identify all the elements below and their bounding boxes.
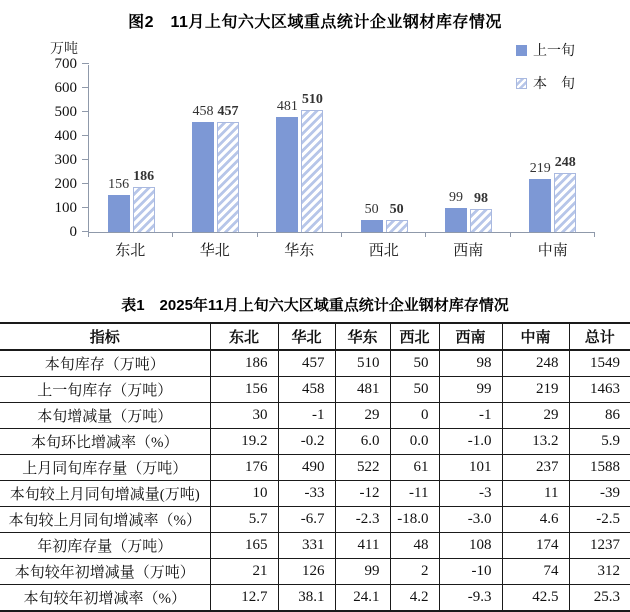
table-cell: 331 <box>278 533 335 559</box>
table-cell: -2.5 <box>569 507 630 533</box>
bar-previous-period <box>276 117 298 232</box>
table-cell: 19.2 <box>210 429 278 455</box>
table-row <box>0 585 630 612</box>
table-cell: -3.0 <box>439 507 502 533</box>
table-cell: 30 <box>210 403 278 429</box>
row-label: 上月同旬库存量（万吨） <box>0 455 210 481</box>
table-cell: 1237 <box>569 533 630 559</box>
table-cell: 490 <box>278 455 335 481</box>
table-cell: 0.0 <box>390 429 439 455</box>
y-axis-tick <box>82 207 89 208</box>
bar-group <box>258 65 342 232</box>
table-cell: 108 <box>439 533 502 559</box>
row-label: 本旬较年初增减量（万吨） <box>0 559 210 585</box>
bar-previous-period <box>108 195 130 232</box>
x-axis-category-label: 华北 <box>199 243 230 259</box>
table-row <box>0 350 630 377</box>
table-cell: -9.3 <box>439 585 502 612</box>
bar-value-label: 457 <box>217 104 239 120</box>
row-label: 年初库存量（万吨） <box>0 533 210 559</box>
bar-column <box>444 190 467 232</box>
bar-value-label: 156 <box>108 176 130 192</box>
table-cell: 25.3 <box>569 585 630 612</box>
table-cell: 1549 <box>569 350 630 377</box>
plot-area <box>54 56 595 240</box>
table-cell: 12.7 <box>210 585 278 612</box>
table-header-row <box>0 323 630 350</box>
table-cell: 50 <box>390 377 439 403</box>
table-cell: 4.6 <box>502 507 569 533</box>
bar-group <box>511 65 595 232</box>
bar-column <box>385 202 408 232</box>
row-label: 上一旬库存（万吨） <box>0 377 210 403</box>
x-axis-category-label: 中南 <box>537 243 568 259</box>
y-axis-tick-label: 300 <box>54 152 77 168</box>
table-cell: -18.0 <box>390 507 439 533</box>
table-cell: 21 <box>210 559 278 585</box>
column-header: 指标 <box>0 323 210 350</box>
bar-column <box>191 104 214 232</box>
bar-column <box>529 161 552 232</box>
row-label: 本旬较年初增减率（%） <box>0 585 210 612</box>
row-label: 本旬较上月同旬增减率（%） <box>0 507 210 533</box>
x-axis-category-label: 东北 <box>115 243 146 259</box>
table-cell: -33 <box>278 481 335 507</box>
table-cell: 29 <box>502 403 569 429</box>
table-row <box>0 533 630 559</box>
bar-column <box>276 99 299 232</box>
bar-column <box>360 202 383 232</box>
bar-group <box>342 65 426 232</box>
table-cell: 411 <box>335 533 390 559</box>
column-header: 总计 <box>569 323 630 350</box>
table-row <box>0 429 630 455</box>
y-axis-tick <box>82 135 89 136</box>
table-cell: 10 <box>210 481 278 507</box>
table-cell: 86 <box>569 403 630 429</box>
table-cell: 13.2 <box>502 429 569 455</box>
bar-value-label: 50 <box>364 202 379 217</box>
y-axis-tick <box>82 183 89 184</box>
y-axis-tick-label: 200 <box>54 176 77 192</box>
table-cell: 11 <box>502 481 569 507</box>
x-axis-tick <box>257 232 258 237</box>
table-cell: 458 <box>278 377 335 403</box>
bar-value-label: 186 <box>133 169 155 185</box>
bar-value-label: 510 <box>301 91 323 107</box>
table-cell: 510 <box>335 350 390 377</box>
column-header: 中南 <box>502 323 569 350</box>
table-cell: 312 <box>569 559 630 585</box>
table-cell: 99 <box>335 559 390 585</box>
y-axis-tick-label: 400 <box>54 128 77 144</box>
table-row <box>0 481 630 507</box>
table-cell: 1463 <box>569 377 630 403</box>
table-cell: -1 <box>278 403 335 429</box>
table-row <box>0 455 630 481</box>
x-axis-tick <box>341 232 342 237</box>
table-cell: 42.5 <box>502 585 569 612</box>
bar-group <box>89 65 173 232</box>
y-axis-tick <box>82 87 89 88</box>
y-axis-tick <box>82 63 89 64</box>
row-label: 本旬环比增减率（%） <box>0 429 210 455</box>
table-cell: 29 <box>335 403 390 429</box>
table-cell: 6.0 <box>335 429 390 455</box>
table-cell: -12 <box>335 481 390 507</box>
bar-column <box>469 191 492 233</box>
row-label: 本旬增减量（万吨） <box>0 403 210 429</box>
table-cell: -1 <box>439 403 502 429</box>
table-row <box>0 377 630 403</box>
x-axis-tick <box>594 232 595 237</box>
bar-chart <box>0 32 630 264</box>
table-cell: 176 <box>210 455 278 481</box>
table-cell: 61 <box>390 455 439 481</box>
inventory-table <box>0 322 630 612</box>
table-cell: 165 <box>210 533 278 559</box>
table-cell: -0.2 <box>278 429 335 455</box>
y-axis-tick <box>82 111 89 112</box>
table-cell: -11 <box>390 481 439 507</box>
table-row <box>0 507 630 533</box>
y-axis-tick-label: 500 <box>54 104 77 120</box>
table-cell: -10 <box>439 559 502 585</box>
table-cell: 522 <box>335 455 390 481</box>
table-row <box>0 559 630 585</box>
row-label: 本旬库存（万吨） <box>44 357 165 373</box>
table-cell: 219 <box>502 377 569 403</box>
table-row <box>0 403 630 429</box>
legend-label-previous-period: 上一旬 <box>533 44 575 59</box>
x-axis-tick <box>88 232 89 237</box>
table-cell: 481 <box>335 377 390 403</box>
table-cell: 126 <box>278 559 335 585</box>
bar-value-label: 98 <box>473 190 488 206</box>
y-axis-tick-label: 600 <box>54 80 77 96</box>
y-axis-tick-label: 100 <box>54 200 77 216</box>
bar-previous-period <box>361 220 383 232</box>
table-section <box>0 294 630 612</box>
bar-previous-period <box>192 122 214 232</box>
table-cell: 99 <box>439 377 502 403</box>
table-cell: 48 <box>390 533 439 559</box>
table-cell: 38.1 <box>278 585 335 612</box>
table-cell: 1588 <box>569 455 630 481</box>
bar-current-period <box>301 110 323 232</box>
table-cell: -2.3 <box>335 507 390 533</box>
table-cell: -39 <box>569 481 630 507</box>
table-cell: 5.9 <box>569 429 630 455</box>
table-cell: 174 <box>502 533 569 559</box>
column-header: 华东 <box>335 323 390 350</box>
x-axis-tick <box>425 232 426 237</box>
bar-value-label: 248 <box>554 154 576 170</box>
bar-column <box>216 104 239 232</box>
table-cell: 2 <box>390 559 439 585</box>
table-cell: 186 <box>210 350 278 377</box>
bar-column <box>554 155 577 233</box>
chart-title: 图2 11月上旬六大区域重点统计企业钢材库存情况 <box>128 14 502 31</box>
table-cell: -3 <box>439 481 502 507</box>
table-cell: 5.7 <box>210 507 278 533</box>
legend-item-previous-period <box>516 40 575 60</box>
bar-column <box>301 92 324 232</box>
x-axis-tick <box>172 232 173 237</box>
bar-group <box>426 65 510 232</box>
y-axis-unit-label: 万吨 <box>50 42 78 57</box>
bar-value-label: 458 <box>192 104 214 120</box>
column-header: 东北 <box>210 323 278 350</box>
bar-column <box>107 177 130 232</box>
column-header: 西南 <box>439 323 502 350</box>
bar-current-period <box>386 220 408 232</box>
bar-value-label: 50 <box>389 202 404 217</box>
bar-previous-period <box>445 208 467 232</box>
bar-current-period <box>554 173 576 233</box>
table-title: 表1 2025年11月上旬六大区域重点统计企业钢材库存情况 <box>121 297 509 314</box>
bar-value-label: 481 <box>276 98 298 114</box>
table-cell: 156 <box>210 377 278 403</box>
x-axis-category-label: 华东 <box>284 243 315 259</box>
table-cell: 457 <box>278 350 335 377</box>
bar-current-period <box>470 209 492 233</box>
bar-value-label: 219 <box>529 161 551 177</box>
table-cell: 0 <box>390 403 439 429</box>
y-axis-tick <box>82 159 89 160</box>
table-cell: 237 <box>502 455 569 481</box>
row-label: 本旬较上月同旬增减量(万吨) <box>0 481 210 507</box>
x-axis-tick <box>510 232 511 237</box>
table-cell: 101 <box>439 455 502 481</box>
table-cell: 50 <box>390 350 439 377</box>
table-cell: 74 <box>502 559 569 585</box>
table-cell: -1.0 <box>439 429 502 455</box>
x-axis-category-label: 西北 <box>368 243 399 259</box>
table-cell: 248 <box>502 350 569 377</box>
y-axis-tick-label: 0 <box>69 224 77 240</box>
legend-solid-swatch-icon <box>516 45 527 56</box>
column-header: 西北 <box>390 323 439 350</box>
y-axis-tick-label: 700 <box>54 56 77 72</box>
bar-group <box>173 65 257 232</box>
table-cell: 98 <box>439 350 502 377</box>
x-axis-category-label: 西南 <box>453 243 484 259</box>
bar-previous-period <box>529 179 551 232</box>
table-cell: 4.2 <box>390 585 439 612</box>
legend-label-current-period: 本 旬 <box>533 77 575 92</box>
table-cell: -6.7 <box>278 507 335 533</box>
bar-current-period <box>217 122 239 232</box>
x-axis-labels <box>88 239 595 260</box>
bar-value-label: 99 <box>448 190 463 206</box>
table-cell: 24.1 <box>335 585 390 612</box>
column-header: 华北 <box>278 323 335 350</box>
bar-column <box>132 169 155 232</box>
bar-current-period <box>133 187 155 232</box>
